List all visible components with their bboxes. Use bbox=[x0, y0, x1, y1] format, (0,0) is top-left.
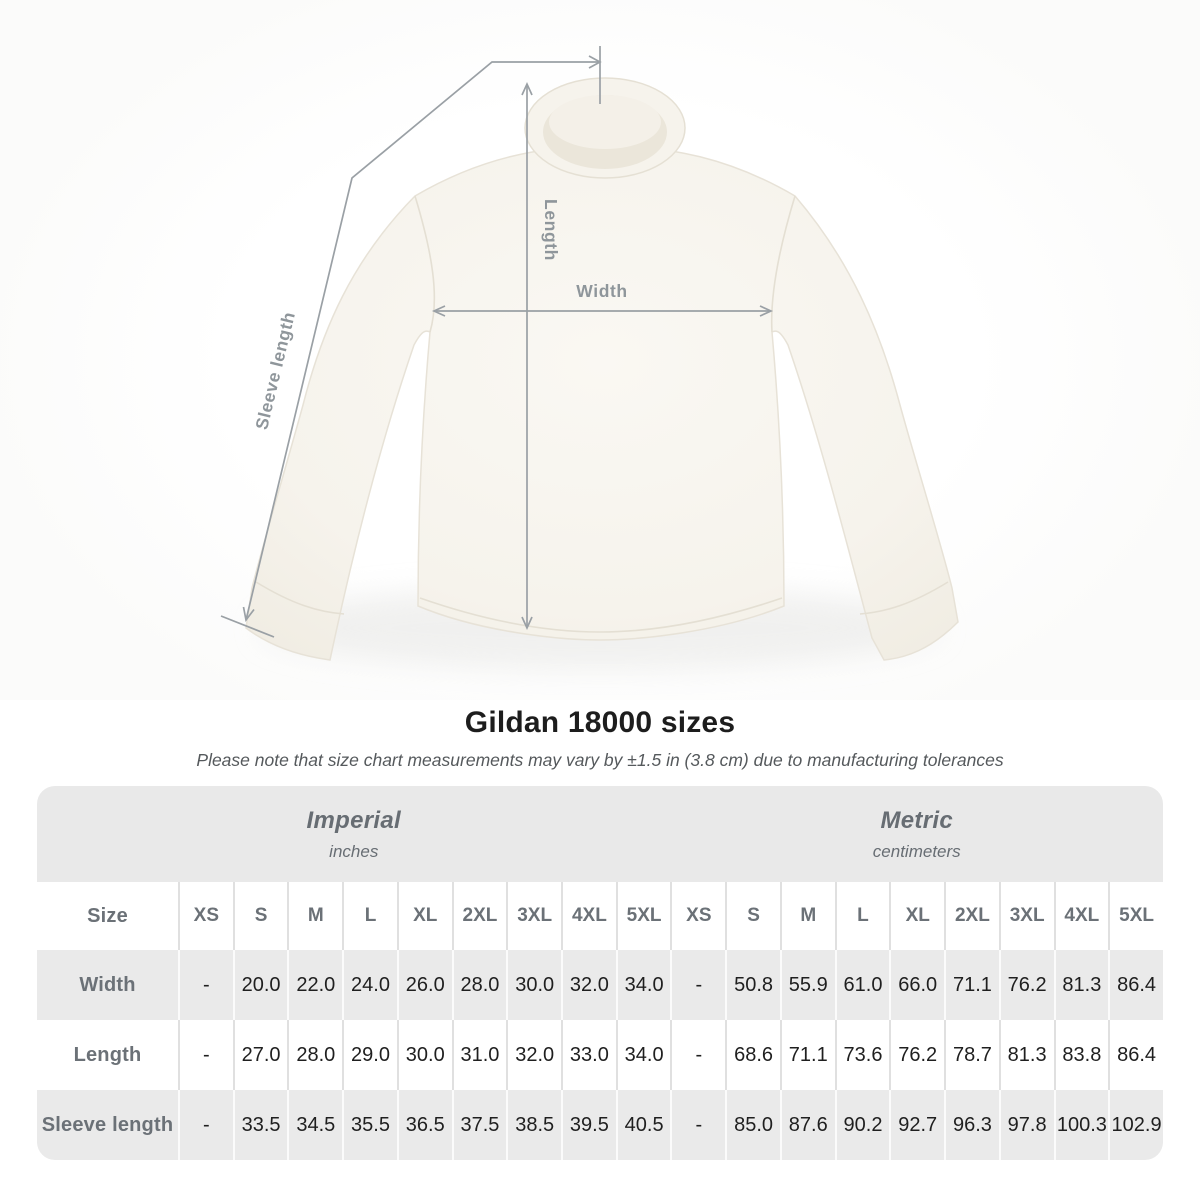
measurement-cell: 86.4 bbox=[1108, 1020, 1163, 1090]
size-col-header: 5XL bbox=[616, 882, 671, 950]
measurement-cell: 34.5 bbox=[287, 1090, 342, 1160]
measurement-cell: 100.3 bbox=[1054, 1090, 1109, 1160]
measurement-cell: - bbox=[178, 1020, 233, 1090]
size-col-header: XL bbox=[397, 882, 452, 950]
size-col-header: XS bbox=[178, 882, 233, 950]
size-header-row bbox=[37, 882, 1163, 950]
measurement-cell: 37.5 bbox=[452, 1090, 507, 1160]
width-value-cells bbox=[178, 950, 1163, 1020]
measurement-cell: 55.9 bbox=[780, 950, 835, 1020]
size-col-header: XL bbox=[889, 882, 944, 950]
size-col-header: S bbox=[233, 882, 288, 950]
measurement-cell: 34.0 bbox=[616, 950, 671, 1020]
measurement-cell: - bbox=[178, 1090, 233, 1160]
collar bbox=[525, 78, 685, 178]
measurement-cell: 27.0 bbox=[233, 1020, 288, 1090]
measurement-cell: 20.0 bbox=[233, 950, 288, 1020]
measurement-cell: 33.5 bbox=[233, 1090, 288, 1160]
measurement-cell: 76.2 bbox=[889, 1020, 944, 1090]
measurement-cell: - bbox=[670, 1090, 725, 1160]
metric-label: Metric bbox=[880, 806, 953, 834]
measurement-cell: 78.7 bbox=[944, 1020, 999, 1090]
table-row-sleeve-length bbox=[37, 1090, 1163, 1160]
table-row-width bbox=[37, 950, 1163, 1020]
size-col-header: S bbox=[725, 882, 780, 950]
measurement-cell: 92.7 bbox=[889, 1090, 944, 1160]
measurement-cell: 102.9 bbox=[1108, 1090, 1163, 1160]
size-col-header: 3XL bbox=[999, 882, 1054, 950]
measurement-cell: 85.0 bbox=[725, 1090, 780, 1160]
measurement-cell: 28.0 bbox=[287, 1020, 342, 1090]
measurement-cell: 71.1 bbox=[780, 1020, 835, 1090]
measurement-cell: 66.0 bbox=[889, 950, 944, 1020]
measurement-cell: - bbox=[670, 1020, 725, 1090]
measurement-cell: 34.0 bbox=[616, 1020, 671, 1090]
measurement-cell: 76.2 bbox=[999, 950, 1054, 1020]
size-table bbox=[37, 786, 1163, 1160]
measurement-cell: 40.5 bbox=[616, 1090, 671, 1160]
metric-group-header bbox=[670, 786, 1163, 882]
size-col-header: 4XL bbox=[561, 882, 616, 950]
size-header-label: Size bbox=[87, 904, 128, 927]
size-col-header: L bbox=[342, 882, 397, 950]
size-col-header: 2XL bbox=[944, 882, 999, 950]
measurement-cell: 39.5 bbox=[561, 1090, 616, 1160]
measurement-cell: 30.0 bbox=[397, 1020, 452, 1090]
size-col-header: XS bbox=[670, 882, 725, 950]
size-col-header: L bbox=[835, 882, 890, 950]
measurement-cell: 50.8 bbox=[725, 950, 780, 1020]
length-value-cells bbox=[178, 1020, 1163, 1090]
table-row-length bbox=[37, 1020, 1163, 1090]
unit-group-row bbox=[37, 786, 1163, 882]
imperial-group-header bbox=[37, 786, 670, 882]
measurement-cell: 87.6 bbox=[780, 1090, 835, 1160]
sweatshirt-shape bbox=[246, 146, 958, 660]
measurement-cell: 24.0 bbox=[342, 950, 397, 1020]
measurement-cell: 35.5 bbox=[342, 1090, 397, 1160]
measurement-cell: 68.6 bbox=[725, 1020, 780, 1090]
size-header-cells bbox=[178, 882, 1163, 950]
measurement-cell: 90.2 bbox=[835, 1090, 890, 1160]
metric-unit: centimeters bbox=[872, 841, 961, 861]
imperial-unit: inches bbox=[329, 841, 379, 861]
length-label: Length bbox=[541, 199, 561, 261]
measurement-cell: 71.1 bbox=[944, 950, 999, 1020]
measurement-cell: 97.8 bbox=[999, 1090, 1054, 1160]
measurement-cell: - bbox=[670, 950, 725, 1020]
page-title: Gildan 18000 sizes bbox=[464, 706, 736, 739]
imperial-label: Imperial bbox=[306, 806, 401, 834]
measurement-cell: 32.0 bbox=[506, 1020, 561, 1090]
sleeve-length-value-cells bbox=[178, 1090, 1163, 1160]
measurement-cell: 81.3 bbox=[1054, 950, 1109, 1020]
row-label: Width bbox=[79, 973, 136, 996]
measurement-cell: 32.0 bbox=[561, 950, 616, 1020]
measurement-cell: 29.0 bbox=[342, 1020, 397, 1090]
row-label: Length bbox=[73, 1043, 142, 1066]
measurement-cell: - bbox=[178, 950, 233, 1020]
size-col-header: 5XL bbox=[1108, 882, 1163, 950]
measurement-cell: 30.0 bbox=[506, 950, 561, 1020]
measurement-cell: 28.0 bbox=[452, 950, 507, 1020]
measurement-cell: 73.6 bbox=[835, 1020, 890, 1090]
size-col-header: 4XL bbox=[1054, 882, 1109, 950]
size-col-header: 3XL bbox=[506, 882, 561, 950]
measurement-cell: 31.0 bbox=[452, 1020, 507, 1090]
measurement-cell: 22.0 bbox=[287, 950, 342, 1020]
size-col-header: M bbox=[780, 882, 835, 950]
size-col-header: 2XL bbox=[452, 882, 507, 950]
measurement-cell: 96.3 bbox=[944, 1090, 999, 1160]
measurement-cell: 86.4 bbox=[1108, 950, 1163, 1020]
size-col-header: M bbox=[287, 882, 342, 950]
measurement-cell: 81.3 bbox=[999, 1020, 1054, 1090]
measurement-cell: 61.0 bbox=[835, 950, 890, 1020]
tolerance-note: Please note that size chart measurements may vary by ±1.5 in (3.8 cm) due to manufacturing tolerances bbox=[196, 750, 1004, 770]
measurement-cell: 36.5 bbox=[397, 1090, 452, 1160]
measurement-cell: 26.0 bbox=[397, 950, 452, 1020]
row-label: Sleeve length bbox=[41, 1113, 174, 1136]
measurement-cell: 38.5 bbox=[506, 1090, 561, 1160]
measurement-cell: 33.0 bbox=[561, 1020, 616, 1090]
sleeve-length-label: Sleeve length bbox=[251, 309, 299, 432]
width-label: Width bbox=[576, 281, 628, 301]
measurement-cell: 83.8 bbox=[1054, 1020, 1109, 1090]
